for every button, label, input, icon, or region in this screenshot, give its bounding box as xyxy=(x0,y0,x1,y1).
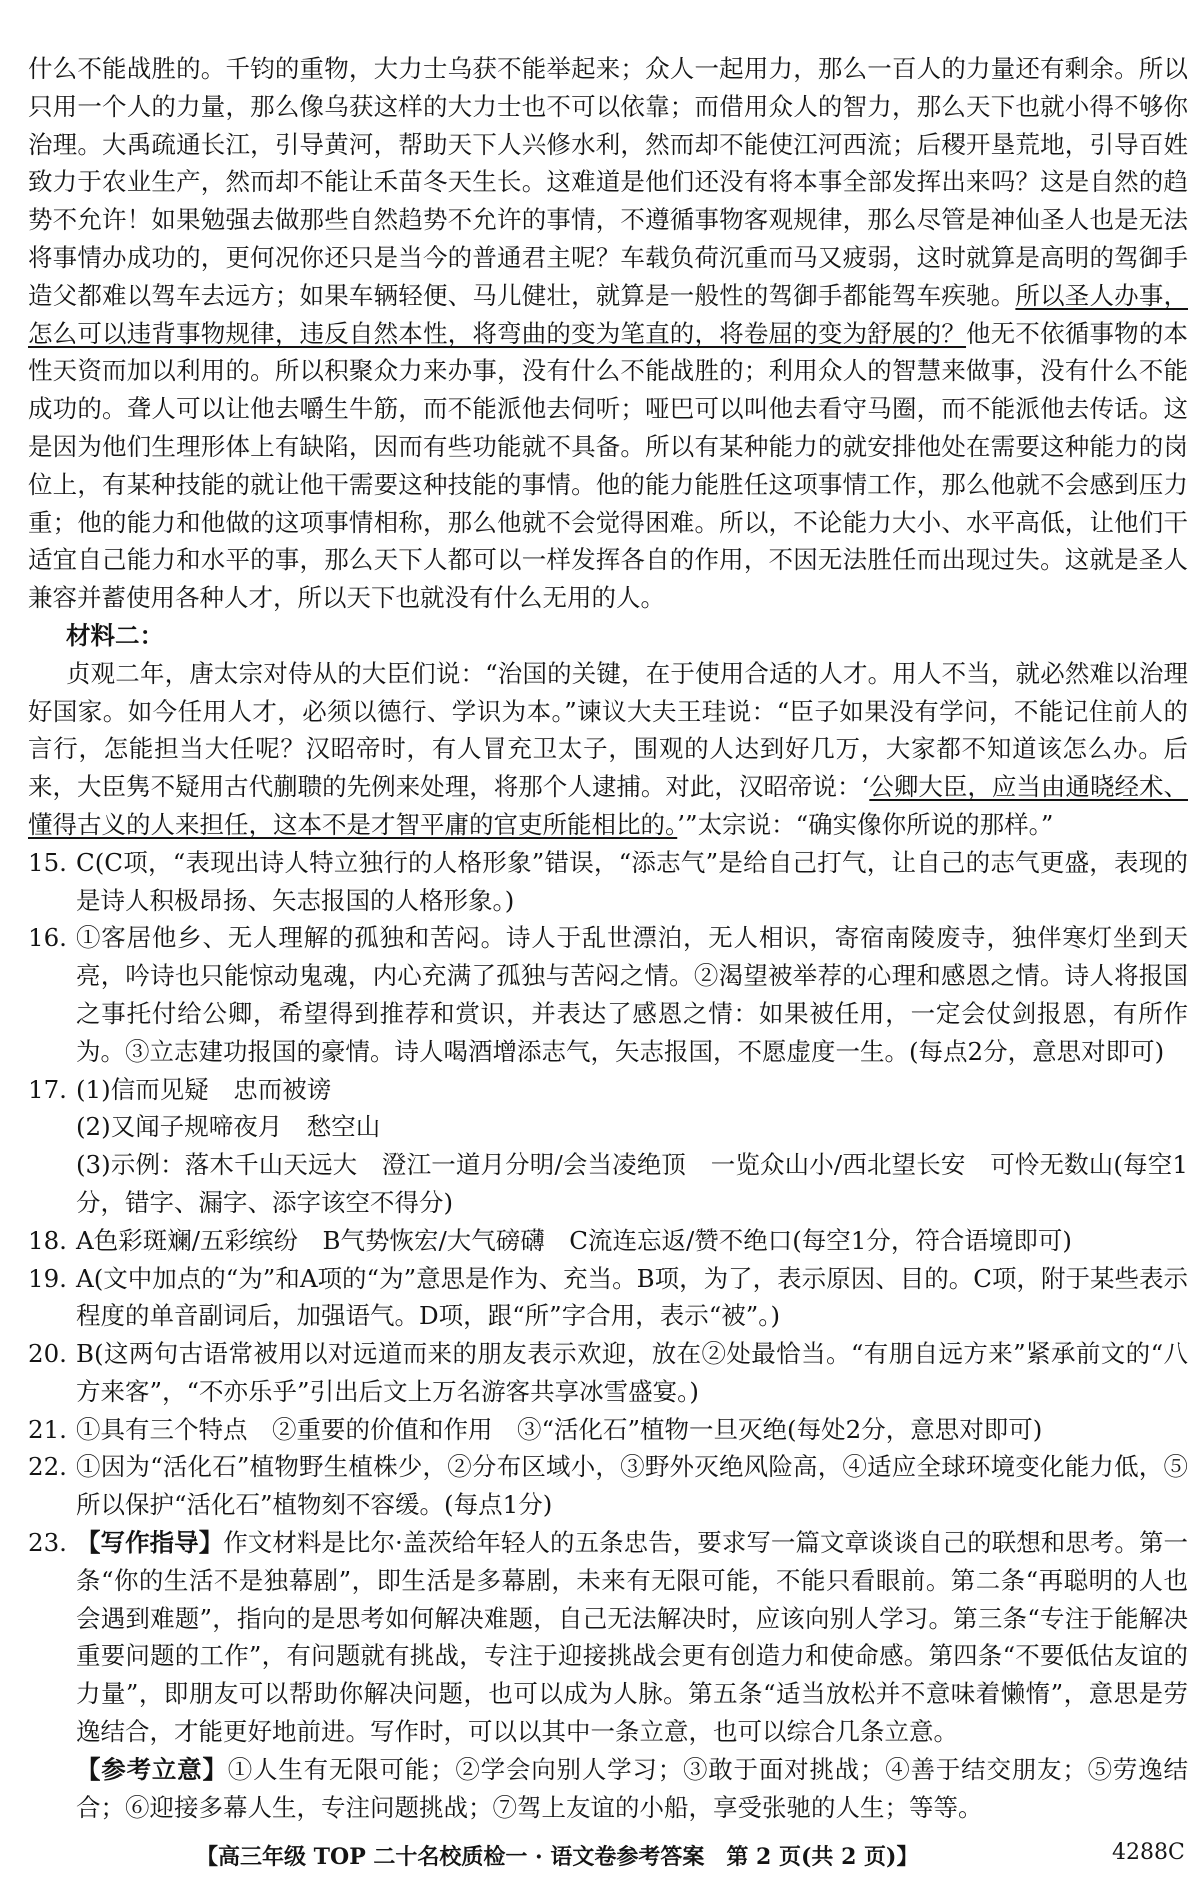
reference-ideas-text: ①人生有无限可能；②学会向别人学习；③敢于面对挑战；④善于结交朋友；⑤劳逸结合；⑥迎接多幕人生，专注问题挑战；⑦驾上友谊的小船，享受张驰的人生；等等。 xyxy=(76,1754,1189,1822)
answer-21 xyxy=(28,1411,1188,1449)
answer-16 xyxy=(28,919,1188,1070)
answer-19-number: 19. xyxy=(28,1263,67,1293)
answer-17-line-1: (1)信而见疑 忠而被谤 xyxy=(76,1074,332,1104)
passage-1-text: 什么不能战胜的。千钧的重物，大力士乌获不能举起来；众人一起用力，那么一百人的力量还有剩余。所以只用一个人的力量，那么像乌获这样的大力士也不可以依靠；而借用众人的智力，那么天下也就小得不够你治理。大禹疏通长江，引导黄河，帮助天下人兴修水利，然而却不能使江河西流；后稷开垦荒地，引导百姓致力于农业生产，然而却不能让禾苗冬天生长。这难道是他们还没有将本事全部发挥出来吗？这是自然的趋势不允许！如果勉强去做那些自然趋势不允许的事情，不遵循事物客观规律，那么尽管是神仙圣人也是无法将事情办成功的，更何况你还只是当今的普通君主呢？车载负荷沉重而马又疲弱，这时就算是高明的驾御手造父都难以驾车去远方；如果车辆轻便、马儿健壮，就算是一般性的驾御手都能驾车疾驰。 xyxy=(28,54,1188,310)
answer-17-line-3: (3)示例：落木千山天远大 澄江一道月分明/会当凌绝顶 一览众山小/西北望长安 可怜无数山(每空1分，错字、漏字、添字该空不得分) xyxy=(76,1150,1188,1217)
answer-18-number: 18. xyxy=(28,1225,67,1255)
answer-15-number: 15. xyxy=(28,847,67,877)
material-2-text xyxy=(28,655,1188,844)
answer-page xyxy=(28,50,1188,1826)
answer-16-text: ①客居他乡、无人理解的孤独和苦闷。诗人于乱世漂泊，无人相识，寄宿南陵废寺，独伴寒灯坐到天亮，吟诗也只能惊动鬼魂，内心充满了孤独与苦闷之情。②渴望被举荐的心理和感恩之情。诗人将报国之事托付给公卿，希望得到推荐和赏识，并表达了感恩之情：如果被任用，一定会仗剑报恩，有所作为。③立志建功报国的豪情。诗人喝酒增添志气，矢志报国，不愿虚度一生。(每点2分，意思对即可) xyxy=(76,923,1188,1066)
material-2-tail: ’”太宗说：“确实像你所说的那样。” xyxy=(677,809,1054,839)
material-2-underlined: 公卿大臣，应当由通晓经术、懂得古义的人来担任，这本不是才智平庸的官吏所能相比的。 xyxy=(28,772,1188,839)
answer-19 xyxy=(28,1260,1188,1336)
answer-23 xyxy=(28,1524,1188,1751)
answer-17 xyxy=(28,1071,1188,1109)
answer-20-number: 20. xyxy=(28,1339,67,1369)
footer-code: 4288C xyxy=(1112,1840,1185,1865)
answer-22-number: 22. xyxy=(28,1452,67,1482)
reference-ideas xyxy=(28,1751,1188,1827)
answer-23-content xyxy=(76,1524,1188,1751)
footer-title: 【高三年级 TOP 二十名校质检一 · 语文卷参考答案 第 2 页(共 2 页)】 xyxy=(196,1844,919,1870)
passage-1-underlined: 所以圣人办事，怎么可以违背事物规律，违反自然本性，将弯曲的变为笔直的，将卷屈的变为舒展的？ xyxy=(28,280,1188,348)
answer-22-text: ①因为“活化石”植物野生植株少，②分布区域小，③野外灭绝风险高，④适应全球环境变化能力低，⑤所以保护“活化石”植物刻不容缓。(每点1分) xyxy=(76,1452,1188,1520)
answer-19-text: A(文中加点的“为”和A项的“为”意思是作为、充当。B项，为了，表示原因、目的。C项，附于某些表示程度的单音副词后，加强语气。D项，跟“所”字合用，表示“被”。) xyxy=(76,1263,1188,1331)
answer-17-line-2: (2)又闻子规啼夜月 愁空山 xyxy=(76,1112,381,1142)
answer-23-number: 23. xyxy=(28,1528,67,1558)
answer-15-text: C(C项，“表现出诗人特立独行的人格形象”错误，“添志气”是给自己打气，让自己的志气更盛，表现的是诗人积极昂扬、矢志报国的人格形象。) xyxy=(76,847,1188,915)
passage-1 xyxy=(28,50,1188,617)
passage-1-tail: 他无不依循事物的本性天资而加以利用的。所以积聚众力来办事，没有什么不能战胜的；利用众人的智慧来做事，没有什么不能成功的。聋人可以让他去嚼生牛筋，而不能派他去伺听；哑巴可以叫他去看守马圈，而不能派他去传话。这是因为他们生理形体上有缺陷，因而有些功能就不具备。所以有某种能力的就安排他处在需要这种能力的岗位上，有某种技能的就让他干需要这种技能的事情。他的能力能胜任这项事情工作，那么他就不会感到压力重；他的能力和他做的这项事情相称，那么他就不会觉得困难。所以，不论能力大小、水平高低，让他们干适宜自己能力和水平的事，那么天下人都可以一样发挥各自的作用，不因无法胜任而出现过失。这就是圣人兼容并蓄使用各种人才，所以天下也就没有什么无用的人。 xyxy=(28,318,1189,613)
reference-ideas-label: 【参考立意】 xyxy=(76,1754,228,1784)
answer-20 xyxy=(28,1335,1188,1411)
material-2-heading: 材料二： xyxy=(66,620,164,650)
answer-15 xyxy=(28,844,1188,920)
answer-21-text: ①具有三个特点 ②重要的价值和作用 ③“活化石”植物一旦灭绝(每处2分，意思对即可) xyxy=(76,1414,1043,1444)
answer-18-text: A色彩斑斓/五彩缤纷 B气势恢宏/大气磅礴 C流连忘返/赞不绝口(每空1分，符合语境即可) xyxy=(76,1225,1072,1255)
writing-guide-label: 【写作指导】 xyxy=(76,1528,224,1558)
answer-17-number: 17. xyxy=(28,1074,67,1104)
answer-20-text: B(这两句古语常被用以对远道而来的朋友表示欢迎，放在②处最恰当。“有朋自远方来”紧承前文的“八方来客”，“不亦乐乎”引出后文上万名游客共享冰雪盛宴。) xyxy=(76,1339,1188,1406)
answer-16-number: 16. xyxy=(28,923,67,953)
answer-22 xyxy=(28,1448,1188,1524)
answer-21-number: 21. xyxy=(28,1414,67,1444)
writing-guide-text: 作文材料是比尔·盖茨给年轻人的五条忠告，要求写一篇文章谈谈自己的联想和思考。第一条“你的生活不是独幕剧”，即生活是多幕剧，未来有无限可能，不能只看眼前。第二条“再聪明的人也会遇到难题”，指向的是思考如何解决难题，自己无法解决时，应该向别人学习。第三条“专注于能解决重要问题的工作”，有问题就有挑战，专注于迎接挑战会更有创造力和使命感。第四条“不要低估友谊的力量”，即朋友可以帮助你解决问题，也可以成为人脉。第五条“适当放松并不意味着懒惰”，意思是劳逸结合，才能更好地前进。写作时，可以以其中一条立意，也可以综合几条立意。 xyxy=(76,1528,1188,1747)
answer-18 xyxy=(28,1222,1188,1260)
material-2-body: 贞观二年，唐太宗对侍从的大臣们说：“治国的关键，在于使用合适的人才。用人不当，就必然难以治理好国家。如今任用人才，必须以德行、学识为本。”谏议大夫王珪说：“臣子如果没有学问，不能记住前人的言行，怎能担当大任呢？汉昭帝时，有人冒充卫太子，围观的人达到好几万，大家都不知道该怎么办。后来，大臣隽不疑用古代蒯聩的先例来处理，将那个人逮捕。对此，汉昭帝说：‘ xyxy=(28,658,1188,802)
